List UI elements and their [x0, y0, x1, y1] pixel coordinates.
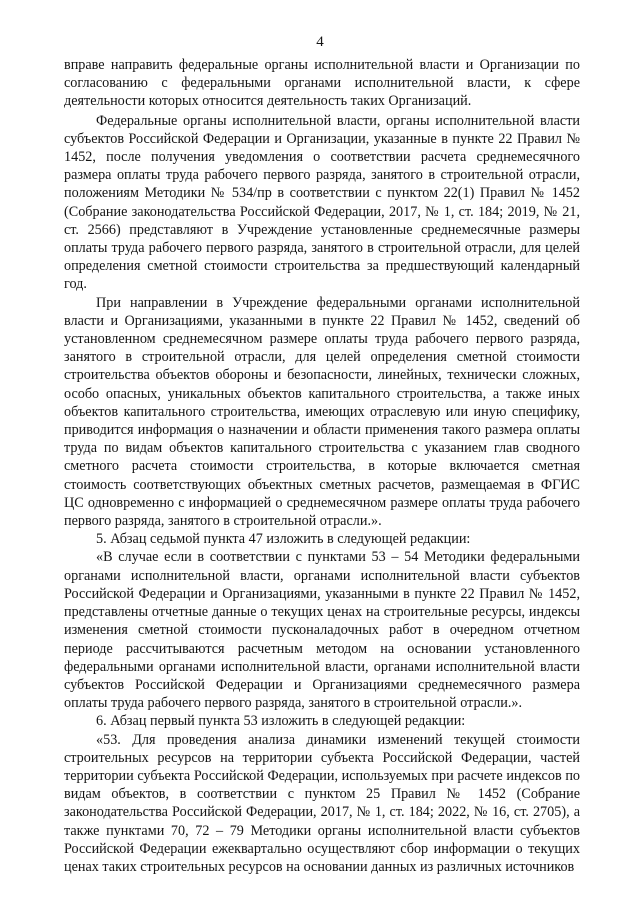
paragraph-6: 6. Абзац первый пункта 53 изложить в следующей редакции: — [96, 713, 466, 730]
document-body — [64, 56, 580, 876]
paragraph-7: «53. Для проведения анализа динамики изменений текущей стоимости строительных ресурсов на территории субъекта Российской Федерации, частей территории субъекта Российской Федерации, используемых при расчете индексов по видам объектов, в соответствии с пунктом 25 Правил № 1452 (Собрание законодательства Российской Федерации, 2017, № 1, ст. 184; 2022, № 16, ст. 2705), а также пунктами 70, 72 – 79 Методики органы исполнительной власти субъектов Российской Федерации ежеквартально осуществляют сбор информации о текущих ценах таких строительных ресурсов на основании данных из различных источников — [64, 731, 580, 875]
paragraph-2: Федеральные органы исполнительной власти, органы исполнительной власти субъектов Российской Федерации и Организации, указанные в пункте 22 Правил № 1452, после получения уведомления о соответствии расчета среднемесячного размера оплаты труда рабочего первого разряда, занятого в строительной отрасли, положениям Методики № 534/пр в соответствии с пунктом 22(1) Правил № 1452 (Собрание законодательства Российской Федерации, 2017, № 1, ст. 184; 2019, № 21, ст. 2566) представляют в Учреждение установленные среднемесячные размеры оплаты труда рабочего первого разряда, занятого в строительной отрасли, для целей определения сметной стоимости строительства за предшествующий календарный год. — [64, 112, 580, 293]
paragraph-3: При направлении в Учреждение федеральными органами исполнительной власти и Организациями, указанными в пункте 22 Правил № 1452, сведений об установленном среднемесячном размере оплаты труда рабочего первого разряда, занятого в строительной отрасли, для целей определения сметной стоимости строительства объектов обороны и безопасности, линейных, технически сложных, особо опасных, уникальных объектов капитального строительства, а также иных объектов капитального строительства, имеющих отраслевую или иную специфику, приводится информация о назначении и области применения такого размера оплаты труда по видам объектов капитального строительства с указанием глав сводного сметного расчета стоимости строительства, в которые включается сметная стоимость соответствующих объектных сметных расчетов, размещаемая в ФГИС ЦС одновременно с информацией о среднемесячном размере оплаты труда рабочего первого разряда, занятого в строительной отрасли.». — [64, 294, 580, 530]
paragraph-4: 5. Абзац седьмой пункта 47 изложить в следующей редакции: — [96, 531, 471, 548]
page-number: 4 — [316, 34, 324, 50]
paragraph-5: «В случае если в соответствии с пунктами 53 – 54 Методики федеральными органами исполнительной власти, органами исполнительной власти субъектов Российской Федерации и Организациями, указанными в пункте 22 Правил № 1452, представлены отчетные данные о текущих ценах на строительные ресурсы, индексы изменения сметной стоимости пусконаладочных работ в очередном отчетном периоде рассчитываются расчетным методом на основании установленного федеральными органами исполнительной власти, органами исполнительной власти субъектов Российской Федерации и Организациями среднемесячного размера оплаты труда рабочего первого разряда, занятого в строительной отрасли.». — [64, 549, 580, 712]
paragraph-1: вправе направить федеральные органы исполнительной власти и Организации по согласованию с федеральными органами исполнительной власти, к сфере деятельности которых относится деятельность таких Организаций. — [64, 57, 580, 110]
